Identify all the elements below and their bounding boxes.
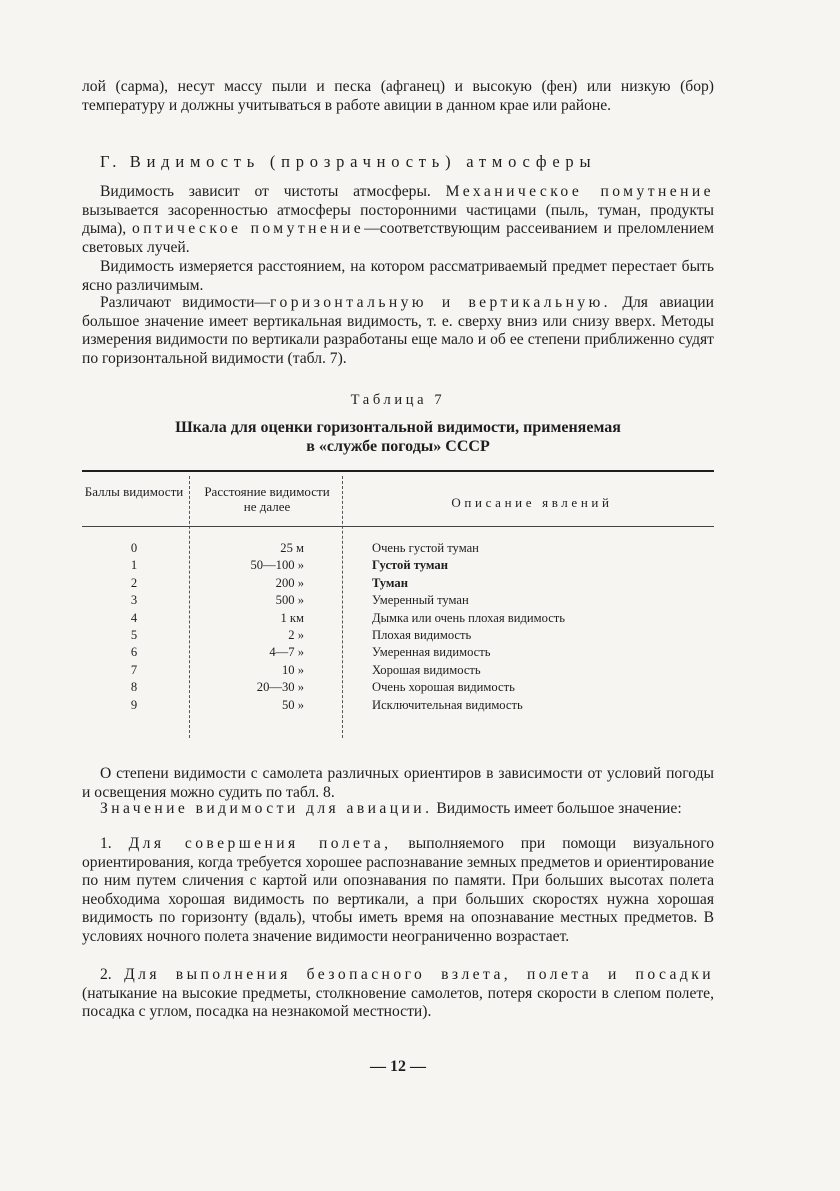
table-row <box>82 576 714 593</box>
table-row <box>82 645 714 662</box>
cell-description: Дымка или очень плохая видимость <box>372 610 566 625</box>
cell-description: Туман <box>372 575 408 590</box>
intro-paragraph: лой (сарма), несут массу пыли и песка (афганец) и высокую (фен) или низкую (бор) температуру и должны учитываться в работе авиции в данном крае или районе. <box>82 78 714 114</box>
table-title-line: в «службе погоды» СССР <box>306 438 490 455</box>
emphasis-term: Значение видимости для авиации. <box>100 800 433 817</box>
cell-description: Хорошая видимость <box>372 662 481 677</box>
section-title: Видимость (прозрачность) атмосферы <box>129 152 597 171</box>
cell-description: Очень хорошая видимость <box>372 680 515 695</box>
cell-distance: 4—7 » <box>269 645 304 660</box>
table-top-rule <box>82 470 714 472</box>
list-number: 2. <box>100 966 125 983</box>
cell-distance: 1 км <box>280 610 304 625</box>
table-row <box>82 680 714 697</box>
text-run: Для авиации большое значение имеет вертикальная видимость, т. е. сверху вниз или снизу вверх. Методы измерения видимости по вертикали разработаны еще мало и об ее степени приближенно судят по горизонтальной видимости (табл. 7). <box>82 294 714 367</box>
paragraph-point-1 <box>82 835 714 946</box>
table-row <box>82 698 714 715</box>
paragraph-visibility-definition <box>82 183 714 257</box>
table-row <box>82 663 714 680</box>
table-body <box>82 541 714 715</box>
cell-distance: 25 м <box>280 541 304 555</box>
cell-distance: 2 » <box>288 627 304 642</box>
table-row <box>82 541 714 558</box>
table-row <box>82 611 714 628</box>
text-run: вызывается засоренностью атмосферы посторонними частицами (пыль, туман, продукты дыма), <box>82 201 714 237</box>
cell-ball: 6 <box>130 645 138 660</box>
cell-distance: 10 » <box>281 662 304 677</box>
paragraph-table8-ref: О степени видимости с самолета различных ориентиров в зависимости от условий погоды и освещения можно судить по табл. 8. <box>82 765 714 801</box>
cell-ball: 3 <box>130 593 138 608</box>
cell-description: Густой туман <box>372 558 448 573</box>
table-header-rule <box>82 526 714 527</box>
cell-description: Умеренный туман <box>372 593 469 608</box>
paragraph-visibility-measure: Видимость измеряется расстоянием, на котором рассматриваемый предмет перестает быть ясно различимым. <box>82 258 714 294</box>
text-run: (натыкание на высокие предметы, столкновение самолетов, потеря скорости в слепом полете, посадка с углом, посадка на незнакомой местности). <box>82 984 714 1020</box>
emphasis-term: Для выполнения безопасного взлета, полета и посадки <box>124 966 714 983</box>
paragraph-importance <box>82 800 714 819</box>
text-run: выполняемого при помощи визуального ориентирования, когда требуется хорошее распознавание земных предметов и ориентирование по ним путем сличения с картой или опознавания по памяти. При больших высотах полета необходима хорошая видимость по вертикали, а при больших скоростях нужна хорошая видимость по горизонту (вдаль), чтобы иметь время на опознавание местных предметов. В условиях ночного полета значение видимости неограниченно возрастает. <box>82 835 714 945</box>
paragraph-point-2 <box>82 966 714 1022</box>
cell-distance: 20—30 » <box>256 680 304 695</box>
table-title <box>82 418 714 456</box>
cell-distance: 50 » <box>281 697 304 712</box>
cell-description: Умеренная видимость <box>372 645 491 660</box>
table-row <box>82 628 714 645</box>
text-run: Видимость имеет большое значение: <box>432 800 682 817</box>
cell-ball: 8 <box>130 680 138 695</box>
section-heading <box>100 152 596 172</box>
emphasis-term: Механическое помутнение <box>445 183 714 200</box>
emphasis-term: Для совершения полета, <box>128 835 392 852</box>
table-label: Таблица 7 <box>350 392 446 408</box>
header-description: Описание явлений <box>451 495 613 510</box>
emphasis-term: оптическое помутнение <box>131 220 365 237</box>
cell-ball: 5 <box>130 627 138 642</box>
list-number: 1. <box>100 835 129 852</box>
table-row <box>82 558 714 575</box>
cell-ball: 9 <box>130 697 138 712</box>
section-letter: Г. <box>100 152 122 171</box>
cell-ball: 1 <box>130 558 138 573</box>
cell-distance: 200 » <box>275 575 304 590</box>
header-ball: Баллы видимости <box>84 484 184 499</box>
cell-description: Исключительная видимость <box>372 697 523 712</box>
paragraph-visibility-types <box>82 294 714 368</box>
header-distance: Расстояние видимости не далее <box>204 484 330 514</box>
emphasis-term: горизонтальную и вертикальную. <box>270 294 611 311</box>
cell-ball: 4 <box>130 610 138 625</box>
cell-description: Плохая видимость <box>372 627 472 642</box>
cell-description: Очень густой туман <box>372 541 479 555</box>
table-title-line: Шкала для оценки горизонтальной видимости, применяемая <box>175 419 621 436</box>
table-row <box>82 593 714 610</box>
cell-distance: 50—100 » <box>250 558 304 573</box>
cell-ball: 7 <box>130 662 138 677</box>
cell-ball: 0 <box>130 541 138 555</box>
text-run: Различают видимости— <box>100 294 271 311</box>
page-number: — 12 — <box>370 1058 426 1075</box>
text-run: Видимость зависит от чистоты атмосферы. <box>100 183 446 200</box>
text-run: —соответствующим рассеиванием и преломлением световых лучей. <box>82 220 714 256</box>
cell-ball: 2 <box>130 575 138 590</box>
visibility-scale-table <box>82 470 714 742</box>
cell-distance: 500 » <box>275 593 304 608</box>
